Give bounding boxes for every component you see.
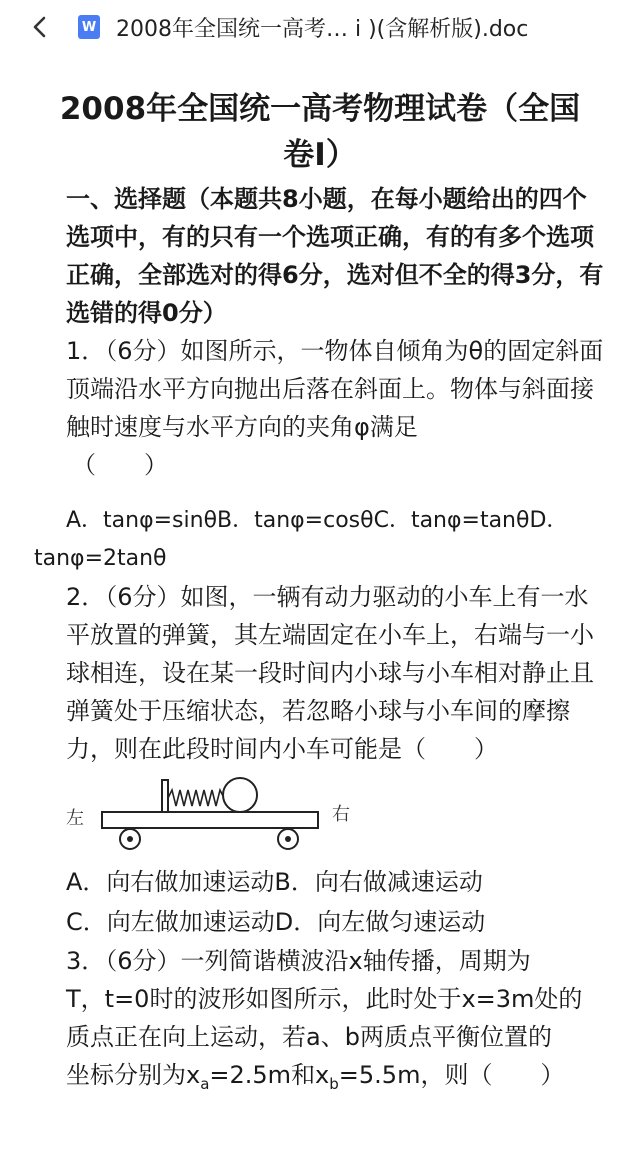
cart-body: [102, 812, 318, 828]
figure-left-label: 左: [66, 808, 84, 829]
doc-title-line2: 卷I）: [283, 137, 357, 173]
doc-icon-letter: W: [81, 19, 97, 35]
question-1-options: [0, 502, 640, 578]
doc-title: [0, 86, 640, 178]
section-heading: 一、选择题（本题共8小题，在每小题给出的四个选项中，有的只有一个选项正确，有的有多个选项正确，全部选对的得6分，选对但不全的得3分，有选错的得0分）: [66, 185, 604, 327]
question-1-paren: （ ）: [72, 451, 168, 479]
spring-wall: [162, 780, 168, 812]
question-3-line2: T，t=0时的波形如图所示，此时处于x=3m处的: [66, 985, 583, 1013]
cart-spring-figure: [60, 776, 640, 860]
document-body: [0, 86, 640, 1103]
top-bar: [0, 0, 640, 54]
doc-title-line1: 2008年全国统一高考物理试卷（全国: [59, 91, 581, 127]
question-2-options-ab: A．向右做加速运动B．向右做减速运动: [66, 868, 483, 896]
word-doc-icon: [78, 15, 100, 39]
question-2-text: 2．（6分）如图，一辆有动力驱动的小车上有一水平放置的弹簧，其左端固定在小车上，右端与一小球相连，设在某一段时间内小球与小车相对静止且弹簧处于压缩状态，若忽略小球与小车间的摩擦力，则在此段时间内小车可能是（ ）: [66, 583, 594, 763]
chevron-left-icon[interactable]: [28, 16, 50, 38]
spring: [168, 790, 224, 806]
question-1-options-line1: A．tanφ=sinθB．tanφ=cosθC．tanφ=tanθD．: [66, 508, 569, 533]
question-1-options-line2: tanφ=2tanθ: [34, 546, 167, 571]
file-name: 2008年全国统一高考… i )(含解析版).doc: [116, 16, 529, 42]
question-3-line3: 质点正在向上运动，若a、b两质点平衡位置的: [66, 1023, 552, 1051]
question-1-text: 1．（6分）如图所示，一物体自倾角为θ的固定斜面顶端沿水平方向抛出后落在斜面上。物体与斜面接触时速度与水平方向的夹角φ满足: [66, 337, 604, 441]
question-3-line4: 坐标分别为$x_a=2.5m$和$x_b=5.5m$，则（ ）: [66, 1061, 565, 1093]
question-2-options-cd: C．向左做加速运动D．向左做匀速运动: [66, 908, 486, 936]
ball: [223, 778, 257, 812]
figure-right-label: 右: [332, 804, 350, 825]
question-3-line1: 3．（6分）一列简谐横波沿x轴传播，周期为: [66, 947, 531, 975]
